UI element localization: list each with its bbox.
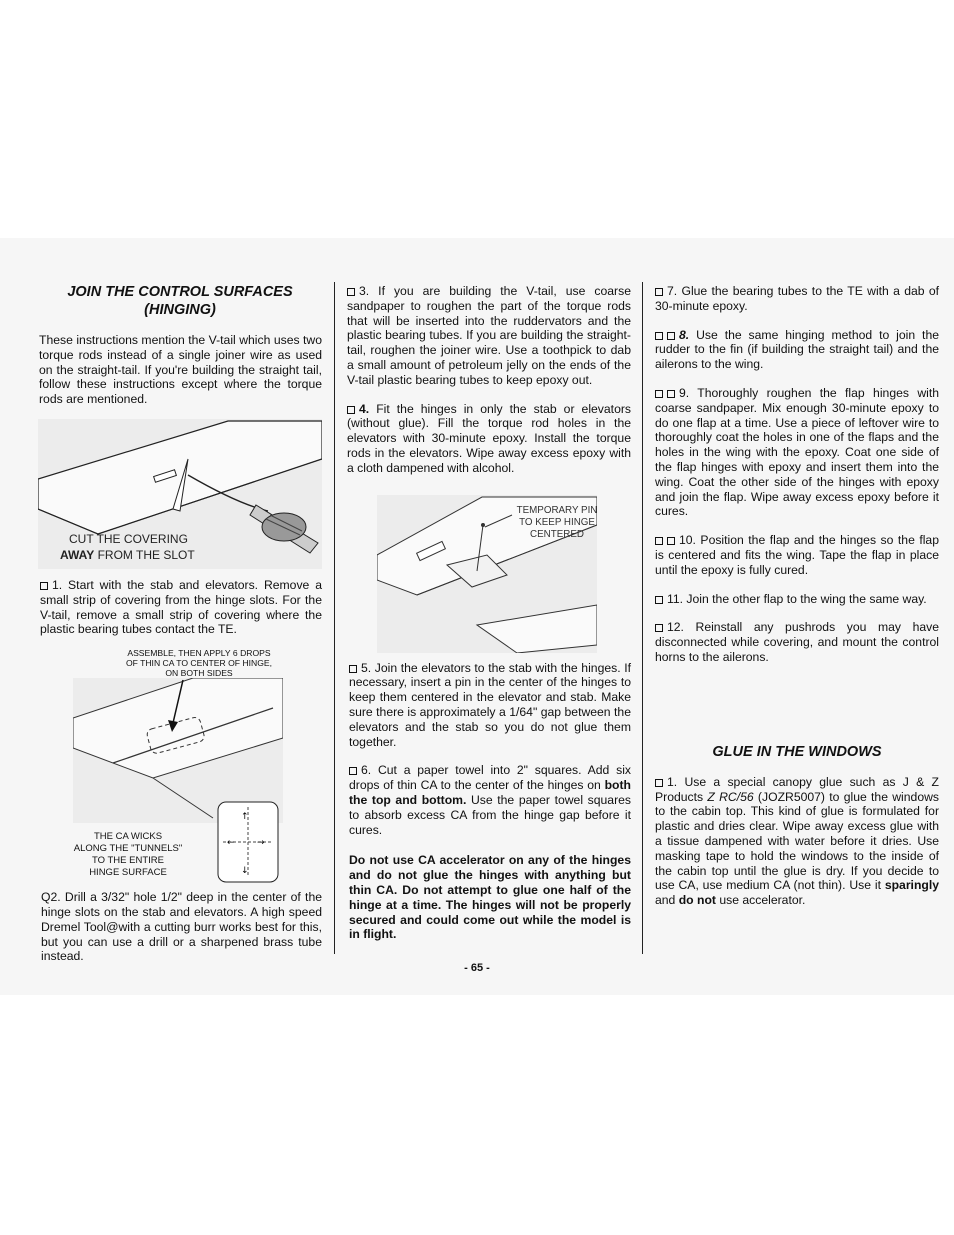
- heading-line: (HINGING): [144, 302, 216, 318]
- step-text-bold: sparingly: [884, 878, 939, 893]
- page-number: - 65 -: [464, 962, 490, 974]
- figure-label: ASSEMBLE, THEN APPLY 6 DROPS OF THIN CA TO CENTER OF HINGE, ON BOTH SIDES: [125, 648, 273, 678]
- figure-label-group: [58, 831, 198, 879]
- step-text: use accelerator.: [715, 893, 806, 908]
- section-heading: GLUE IN THE WINDOWS: [712, 743, 882, 760]
- figure-caption: [60, 548, 195, 562]
- step-5: [349, 661, 631, 750]
- windows-step-1: [655, 775, 939, 908]
- checkbox-icon[interactable]: [347, 288, 355, 296]
- svg-text:→: →: [257, 838, 265, 849]
- svg-text:↑: ↑: [241, 812, 249, 823]
- caption-bold: AWAY: [60, 547, 95, 562]
- figure-caption: CUT THE COVERING: [69, 531, 188, 546]
- step-text: Use the paper towel squares to absorb excess CA from the hinge gap before it cures.: [349, 792, 632, 837]
- checkbox-icon[interactable]: [347, 406, 355, 414]
- step-text: 3. If you are building the V-tail, use coarse sandpaper to roughen the part of the torque rods that will be inserted into the ruddervators and the plastic bearing tubes. If you are building the straight-tail, roughen the joiner wire. Use a toothpick to dab a small amount of petroleum jelly on the ends of the V-tail plastic bearing tubes to keep epoxy out.: [347, 284, 631, 387]
- step-text: 6. Cut a paper towel into 2" squares. Add six drops of thin CA to the center of the hinges on: [349, 763, 631, 793]
- figure-ca-hinge: [38, 649, 322, 881]
- hinge-detail-icon: [217, 801, 279, 883]
- section-heading: [38, 283, 322, 319]
- checkbox-icon[interactable]: [655, 537, 663, 545]
- checkbox-icon[interactable]: [40, 582, 48, 590]
- checkbox-icon[interactable]: [349, 665, 357, 673]
- figure-label-line: CENTERED: [530, 528, 584, 540]
- step-10: [655, 533, 939, 577]
- checkbox-icon[interactable]: [655, 390, 663, 398]
- step-7: [655, 284, 939, 314]
- step-text: and: [655, 893, 679, 908]
- svg-text:↓: ↓: [241, 866, 249, 877]
- checkbox-icon[interactable]: [655, 624, 663, 632]
- figure-label-line: TO THE ENTIRE: [92, 855, 164, 867]
- figure-label-group: [509, 505, 605, 541]
- heading-line: JOIN THE CONTROL SURFACES: [67, 284, 293, 300]
- step-text: 12. Reinstall any pushrods you may have disconnected while covering, and mount the control horns to the ailerons.: [655, 620, 939, 664]
- step-6: [349, 763, 631, 837]
- step-text: 5. Join the elevators to the stab with the hinges. If necessary, insert a pin in the center of the hinges to keep them centered in the elevator and stab. Make sure there is approximately a 1/64" gap between the elevators and the stab so you do not glue them together.: [349, 660, 631, 749]
- column-2: [347, 284, 631, 942]
- step-8: [655, 328, 939, 372]
- column-3: [655, 284, 939, 908]
- step-1: [40, 578, 322, 637]
- checkbox-icon[interactable]: [655, 288, 663, 296]
- figure-label-line: HINGE SURFACE: [89, 867, 167, 879]
- column-divider: [334, 282, 335, 954]
- step-2: Q2. Drill a 3/32" hole 1/2" deep in the center of the hinge slots on the stab and elevators. A high speed Dremel Tool@with a cutting burr works best for this, but you can use a drill or a sharpened brass tube instead.: [41, 890, 322, 964]
- caption-rest: FROM THE SLOT: [94, 547, 195, 562]
- step-11: [655, 592, 939, 607]
- step-text-bold: do not: [678, 893, 716, 908]
- step-text: Fit the hinges in only the stab or elevators (without glue). Fill the torque rod holes in the elevators with 30-minute epoxy. Install the torque rods in the elevators. Wipe away excess epoxy with a cloth dampened with alcohol.: [347, 401, 631, 475]
- step-text: 1. Use a special canopy glue such as J & Z Products: [655, 774, 939, 804]
- figure-label-line: THE CA WICKS: [93, 831, 163, 843]
- step-number: 8.: [679, 327, 690, 342]
- checkbox-icon[interactable]: [667, 390, 675, 398]
- figure-label-line: TEMPORARY PIN: [516, 504, 598, 516]
- column-divider: [642, 282, 643, 954]
- step-text: 1. Start with the stab and elevators. Remove a small strip of covering from the hinge slots. For the V-tail, remove a small strip of covering where the plastic bearing tubes contact the TE.: [40, 577, 322, 637]
- column-1: [38, 283, 322, 964]
- step-text: Use the same hinging method to join the rudder to the fin (if building the straight tail) and the ailerons to the wing.: [655, 327, 939, 372]
- intro-paragraph: These instructions mention the V-tail which uses two torque rods instead of a single joiner wire as used on the straight-tail. If you're building the straight tail, follow these instructions except where the torque rods are mentioned.: [39, 333, 322, 407]
- step-text: 10. Position the flap and the hinges so the flap is centered and fits the wing. Tape the flap in place until the epoxy is fully cured.: [655, 533, 939, 577]
- step-text-bold: both the top and bottom.: [349, 778, 631, 807]
- step-text: 9. Thoroughly roughen the flap hinges with coarse sandpaper. Mix enough 30-minute epoxy to do one flap at a time. Use a piece of leftover wire to thoroughly coat the holes in one of the flaps and the holes in the wing with the epoxy. Coat one side of the flap hinges with epoxy and insert them into the wing. Coat the other side of the hinges with epoxy and join the flap. Wipe away excess epoxy before it cures.: [655, 385, 939, 519]
- step-text: (JOZR5007) to glue the windows to the cabin top. This kind of glue is formulated for plastic and dries clear. Wipe away excess glue with a tissue dampened with water before it dries. Use masking tape to hold the windows to the inside of the cabin top until the glue is dry. If you decide to use CA, use medium CA (not thin). Use it: [655, 789, 939, 893]
- step-12: [655, 620, 939, 664]
- cutting-illustration: [38, 419, 322, 569]
- warning-paragraph: Do not use CA accelerator on any of the hinges and do not glue the hinges with anything but thin CA. Do not attempt to glue one half of the hinge at a time. The hinges will not be properly secured and could come out while the model is in flight.: [349, 853, 631, 942]
- checkbox-icon[interactable]: [667, 537, 675, 545]
- step-text: 11. Join the other flap to the wing the same way.: [667, 591, 927, 606]
- figure-label-line: TO KEEP HINGE: [519, 516, 595, 528]
- figure-cut-covering: [38, 419, 322, 569]
- checkbox-icon[interactable]: [349, 767, 357, 775]
- checkbox-icon[interactable]: [655, 596, 663, 604]
- step-number: 4.: [359, 401, 370, 416]
- step-4: [347, 402, 631, 476]
- checkbox-icon[interactable]: [667, 332, 675, 340]
- checkbox-icon[interactable]: [655, 332, 663, 340]
- product-name: Z RC/56: [707, 789, 754, 804]
- figure-temporary-pin: [377, 495, 597, 653]
- step-3: [347, 284, 631, 388]
- svg-text:←: ←: [227, 838, 235, 849]
- checkbox-icon[interactable]: [655, 779, 663, 787]
- step-text: 7. Glue the bearing tubes to the TE with a dab of 30-minute epoxy.: [655, 284, 939, 313]
- step-9: [655, 386, 939, 519]
- figure-label-line: ALONG THE "TUNNELS": [73, 843, 183, 855]
